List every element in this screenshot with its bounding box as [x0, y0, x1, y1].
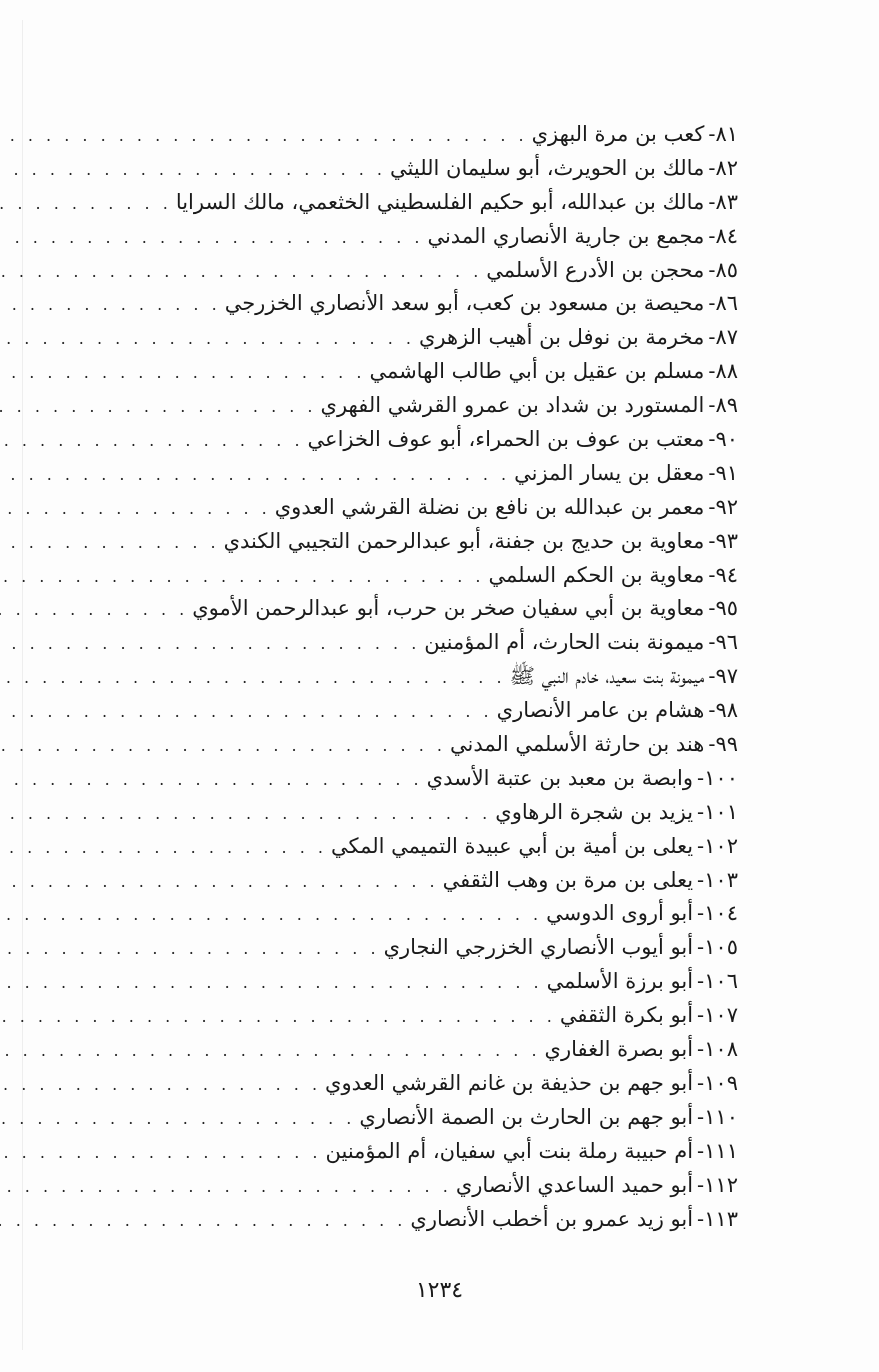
dot-leader	[0, 593, 188, 627]
toc-entry-number: ٨٨-	[708, 359, 738, 384]
toc-entry[interactable]	[30, 864, 738, 898]
toc-entry-number: ٩٧-	[708, 664, 738, 689]
dot-leader	[0, 695, 493, 729]
toc-entry[interactable]	[30, 186, 738, 220]
toc-entry-number: ٨٤-	[708, 223, 738, 248]
dot-leader	[0, 322, 415, 356]
toc-entry[interactable]	[30, 999, 738, 1033]
dot-leader	[0, 458, 510, 492]
dot-leader	[0, 831, 327, 865]
toc-entry[interactable]	[30, 525, 738, 559]
toc-entry-number: ١٠٩-	[697, 1070, 738, 1095]
page-number: ١٢٣٤	[415, 1278, 464, 1303]
toc-entry-number: ١٠٨-	[697, 1037, 738, 1062]
toc-entry-number: ٨٦-	[708, 291, 738, 316]
dot-leader	[0, 153, 386, 187]
toc-entry-number: ١٠٧-	[697, 1003, 738, 1028]
toc-entry-number: ٩٦-	[708, 630, 738, 655]
toc-entry-title: هند بن حارثة الأسلمي المدني	[449, 732, 705, 757]
toc-entry-title: معقل بن يسار المزني	[514, 460, 705, 485]
toc-entry[interactable]	[30, 931, 738, 965]
toc-entry-title: أبو بصرة الغفاري	[544, 1037, 694, 1062]
toc-entry-number: ٩٨-	[708, 698, 738, 723]
toc-entry-number: ١٠١-	[697, 799, 738, 824]
toc-entry-number: ١١٣-	[697, 1206, 738, 1231]
toc-entry[interactable]	[30, 287, 738, 321]
toc-entry-number: ٩٤-	[708, 562, 738, 587]
toc-entry[interactable]	[30, 1033, 738, 1067]
toc-entry-number: ١٠٠-	[697, 765, 738, 790]
dot-leader	[0, 729, 446, 763]
toc-entry-number: ١٠٣-	[697, 867, 738, 892]
toc-entry-title: مسلم بن عقيل بن أبي طالب الهاشمي	[369, 359, 705, 384]
toc-entry-title: مخرمة بن نوفل بن أهيب الزهري	[418, 325, 705, 350]
toc-entry-title: أبو حميد الساعدي الأنصاري	[455, 1172, 694, 1197]
toc-entry-number: ٨٣-	[708, 189, 738, 214]
toc-entry-number: ١٠٥-	[697, 935, 738, 960]
toc-entry-title: محجن بن الأدرع الأسلمي	[486, 257, 705, 282]
toc-entry-number: ١١٠-	[697, 1104, 738, 1129]
toc-entry-number: ٨٢-	[708, 155, 738, 180]
toc-entry-title: هشام بن عامر الأنصاري	[496, 698, 705, 723]
toc-entry-title: محيصة بن مسعود بن كعب، أبو سعد الأنصاري الخزرجي	[224, 291, 705, 316]
toc-entry[interactable]	[30, 762, 738, 796]
toc-entry[interactable]	[30, 389, 738, 423]
toc-entry[interactable]	[30, 152, 738, 186]
toc-entry[interactable]	[30, 592, 738, 626]
toc-entry-number: ٨٥-	[708, 257, 738, 282]
toc-entry-title: معمر بن عبدالله بن نافع بن نضلة القرشي العدوي	[274, 494, 705, 519]
toc-entry-title: مجمع بن جارية الأنصاري المدني	[427, 223, 705, 248]
toc-entry-title: المستورد بن شداد بن عمرو القرشي الفهري	[320, 393, 705, 418]
toc-entry-number: ١١٢-	[697, 1172, 738, 1197]
toc-entry[interactable]	[30, 897, 738, 931]
toc-entry-title: ميمونة بنت الحارث، أم المؤمنين	[424, 630, 705, 655]
toc-entry-number: ٩٢-	[708, 494, 738, 519]
toc-entry-title: كعب بن مرة البهزي	[531, 122, 705, 146]
toc-entry-title: ميمونة بنت سعيد، خادم النبي ﷺ	[509, 664, 705, 689]
dot-leader	[0, 492, 271, 526]
toc-entry-title: يعلى بن مرة بن وهب الثقفي	[442, 867, 694, 892]
dot-leader	[0, 560, 485, 594]
toc-entry[interactable]	[30, 491, 738, 525]
toc-entry[interactable]	[30, 423, 738, 457]
dot-leader	[0, 119, 528, 153]
toc-entry-number: ٩٠-	[708, 427, 738, 452]
dot-leader	[0, 288, 221, 322]
toc-entry-title: معتب بن عوف بن الحمراء، أبو عوف الخزاعي	[307, 427, 705, 452]
toc-entry-title: أبو أيوب الأنصاري الخزرجي النجاري	[383, 935, 694, 960]
toc-entry[interactable]	[30, 321, 738, 355]
toc-entry-title: أبو برزة الأسلمي	[546, 969, 694, 994]
dot-leader	[0, 424, 304, 458]
toc-entry[interactable]	[30, 1135, 738, 1169]
toc-entry[interactable]	[30, 457, 738, 491]
toc-entry-number: ١٠٤-	[697, 901, 738, 926]
toc-entry-title: أبو أروى الدوسي	[546, 901, 694, 926]
toc-entry-title: معاوية بن حديج بن جفنة، أبو عبدالرحمن التجيبي الكندي	[223, 528, 705, 553]
dot-leader	[0, 255, 482, 289]
toc-entry-number: ٩٩-	[708, 732, 738, 757]
toc-entry[interactable]	[30, 728, 738, 762]
dot-leader	[0, 1170, 452, 1204]
toc-entry[interactable]	[30, 660, 738, 694]
toc-entry-number: ١١١-	[697, 1138, 738, 1163]
toc-entry[interactable]	[30, 965, 738, 999]
toc-entry-title: وابصة بن معبد بن عتبة الأسدي	[426, 765, 694, 790]
dot-leader	[0, 390, 317, 424]
toc-entry-number: ٨٩-	[708, 393, 738, 418]
toc-entry-title: أبو زيد عمرو بن أخطب الأنصاري	[410, 1206, 694, 1231]
toc-entry-number: ٩٥-	[708, 596, 738, 621]
dot-leader	[0, 627, 420, 661]
toc-entry[interactable]	[30, 118, 738, 152]
toc-entry-number: ٨١-	[708, 122, 738, 146]
toc-entry-title: أبو جهم بن حذيفة بن غانم القرشي العدوي	[325, 1070, 694, 1095]
dot-leader	[0, 966, 543, 1000]
toc-entry[interactable]	[30, 220, 738, 254]
dot-leader	[0, 1204, 406, 1238]
toc-entry[interactable]	[30, 626, 738, 660]
dot-leader	[0, 865, 439, 899]
dot-leader	[0, 1000, 556, 1034]
toc-entry-title: معاوية بن الحكم السلمي	[488, 562, 705, 587]
dot-leader	[0, 797, 491, 831]
toc-entry-title: يعلى بن أمية بن أبي عبيدة التميمي المكي	[330, 833, 694, 858]
toc-entry-title: أبو بكرة الثقفي	[559, 1003, 694, 1028]
table-of-contents	[30, 118, 738, 1236]
toc-entry-number: ١٠٢-	[697, 833, 738, 858]
toc-entry[interactable]	[30, 1203, 738, 1237]
toc-entry[interactable]	[30, 1067, 738, 1101]
toc-entry-title: أبو جهم بن الحارث بن الصمة الأنصاري	[359, 1104, 694, 1129]
toc-entry[interactable]	[30, 1101, 738, 1135]
dot-leader	[0, 1034, 541, 1068]
toc-entry-number: ١٠٦-	[697, 969, 738, 994]
toc-entry-title: معاوية بن أبي سفيان صخر بن حرب، أبو عبدالرحمن الأموي	[192, 596, 705, 621]
toc-entry[interactable]	[30, 830, 738, 864]
dot-leader	[0, 932, 380, 966]
dot-leader	[0, 221, 423, 255]
toc-entry[interactable]	[30, 559, 738, 593]
dot-leader	[0, 1102, 355, 1136]
toc-entry[interactable]	[30, 694, 738, 728]
toc-entry-title: مالك بن عبدالله، أبو حكيم الفلسطيني الخثعمي، مالك السرايا	[175, 189, 705, 214]
dot-leader	[0, 526, 220, 560]
toc-entry-title: مالك بن الحويرث، أبو سليمان الليثي	[390, 155, 705, 180]
toc-entry-title: أم حبيبة رملة بنت أبي سفيان، أم المؤمنين	[325, 1138, 694, 1163]
toc-entry[interactable]	[30, 254, 738, 288]
dot-leader	[0, 1136, 322, 1170]
toc-entry-number: ٨٧-	[708, 325, 738, 350]
toc-entry[interactable]	[30, 1169, 738, 1203]
toc-entry-number: ٩٣-	[708, 528, 738, 553]
toc-entry-title: يزيد بن شجرة الرهاوي	[495, 799, 694, 824]
dot-leader	[0, 898, 542, 932]
dot-leader	[0, 763, 423, 797]
dot-leader	[0, 1068, 321, 1102]
toc-entry-number: ٩١-	[708, 460, 738, 485]
toc-entry[interactable]	[30, 796, 738, 830]
dot-leader	[0, 187, 172, 221]
toc-entry[interactable]	[30, 355, 738, 389]
dot-leader	[0, 661, 506, 695]
dot-leader	[0, 356, 365, 390]
